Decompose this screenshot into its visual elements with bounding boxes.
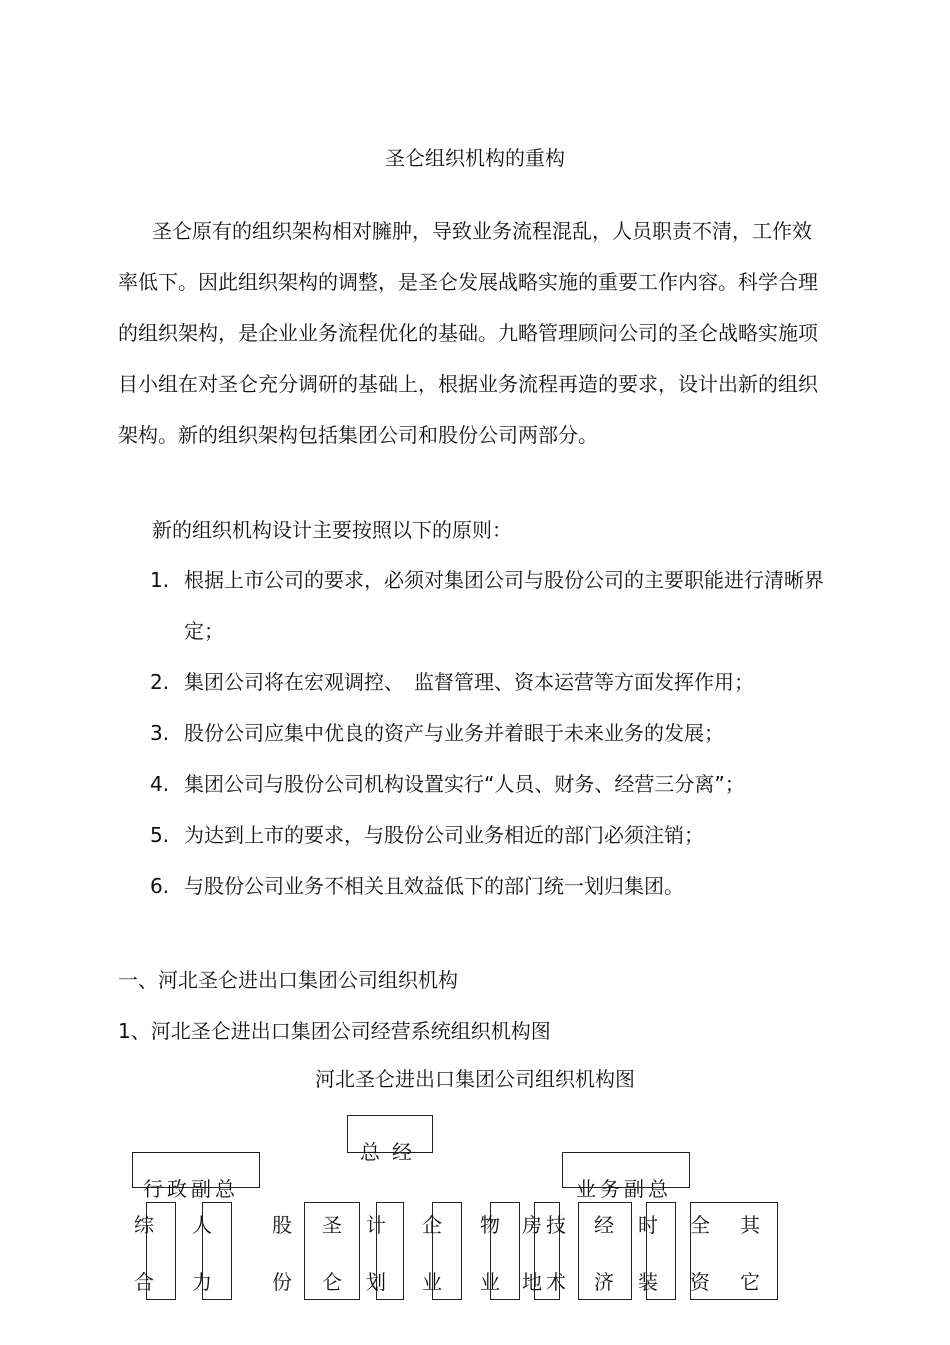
principles-intro: 新的组织机构设计主要按照以下的原则：: [152, 518, 512, 542]
list-item: 5. 为达到上市的要求，与股份公司业务相近的部门必须注销；: [150, 823, 704, 847]
page-title: 圣仑组织机构的重构: [385, 146, 565, 170]
list-item: 4. 集团公司与股份公司机构设置实行“人员、财务、经营三分离”；: [150, 772, 745, 796]
list-item: 1. 根据上市公司的要求，必须对集团公司与股份公司的主要职能进行清晰界定；: [150, 568, 824, 643]
admin-vp-label: 行政副总: [143, 1177, 239, 1201]
dept-label-fangdi: 房 地: [522, 1213, 542, 1294]
list-item: 2. 集团公司将在宏观调控、 监督管理、资本运营等方面发挥作用；: [150, 670, 754, 694]
intro-paragraph: 圣仑原有的组织架构相对臃肿，导致业务流程混乱，人员职责不清，工作效率低下。因此组织架构的调整，是圣仑发展战略实施的重要工作内容。科学合理的组织架构，是企业业务流程优化的基础。九略管理顾问公司的圣仑战略实施项目小组在对圣仑充分调研的基础上，根据业务流程再造的要求，设计出新的组织架构。新的组织架构包括集团公司和股份公司两部分。: [118, 219, 818, 447]
business-vp-label: 业务副总: [576, 1177, 672, 1201]
section-heading: 一、河北圣仑进出口集团公司组织机构: [118, 968, 458, 992]
dept-label-renli: 人 力: [192, 1213, 212, 1294]
dept-label-jihua: 计 划: [366, 1213, 386, 1294]
general-manager-label: 总经: [360, 1140, 424, 1164]
dept-label-qita: 其 它: [740, 1213, 760, 1294]
dept-label-shizhuang: 时 装: [638, 1213, 658, 1294]
principles-list: [150, 555, 830, 912]
dept-label-jingji: 经 济: [594, 1213, 614, 1294]
dept-label-qiye: 企 业: [422, 1213, 442, 1294]
org-chart-title: 河北圣仑进出口集团公司组织机构图: [315, 1067, 635, 1091]
dept-label-quanzi: 全 资: [690, 1213, 710, 1294]
dept-label-gufen: 股 份: [272, 1213, 292, 1294]
dept-label-wuye: 物 业: [480, 1213, 500, 1294]
dept-label-zonghe: 综 合: [134, 1213, 154, 1294]
list-item: 3. 股份公司应集中优良的资产与业务并着眼于未来业务的发展；: [150, 721, 724, 745]
list-item: 6. 与股份公司业务不相关且效益低下的部门统一划归集团。: [150, 874, 684, 898]
subsection-heading: 1、河北圣仑进出口集团公司经营系统组织机构图: [118, 1019, 551, 1043]
dept-label-jishu: 技 术: [546, 1213, 566, 1294]
dept-label-shenglun: 圣 仑: [322, 1213, 342, 1294]
